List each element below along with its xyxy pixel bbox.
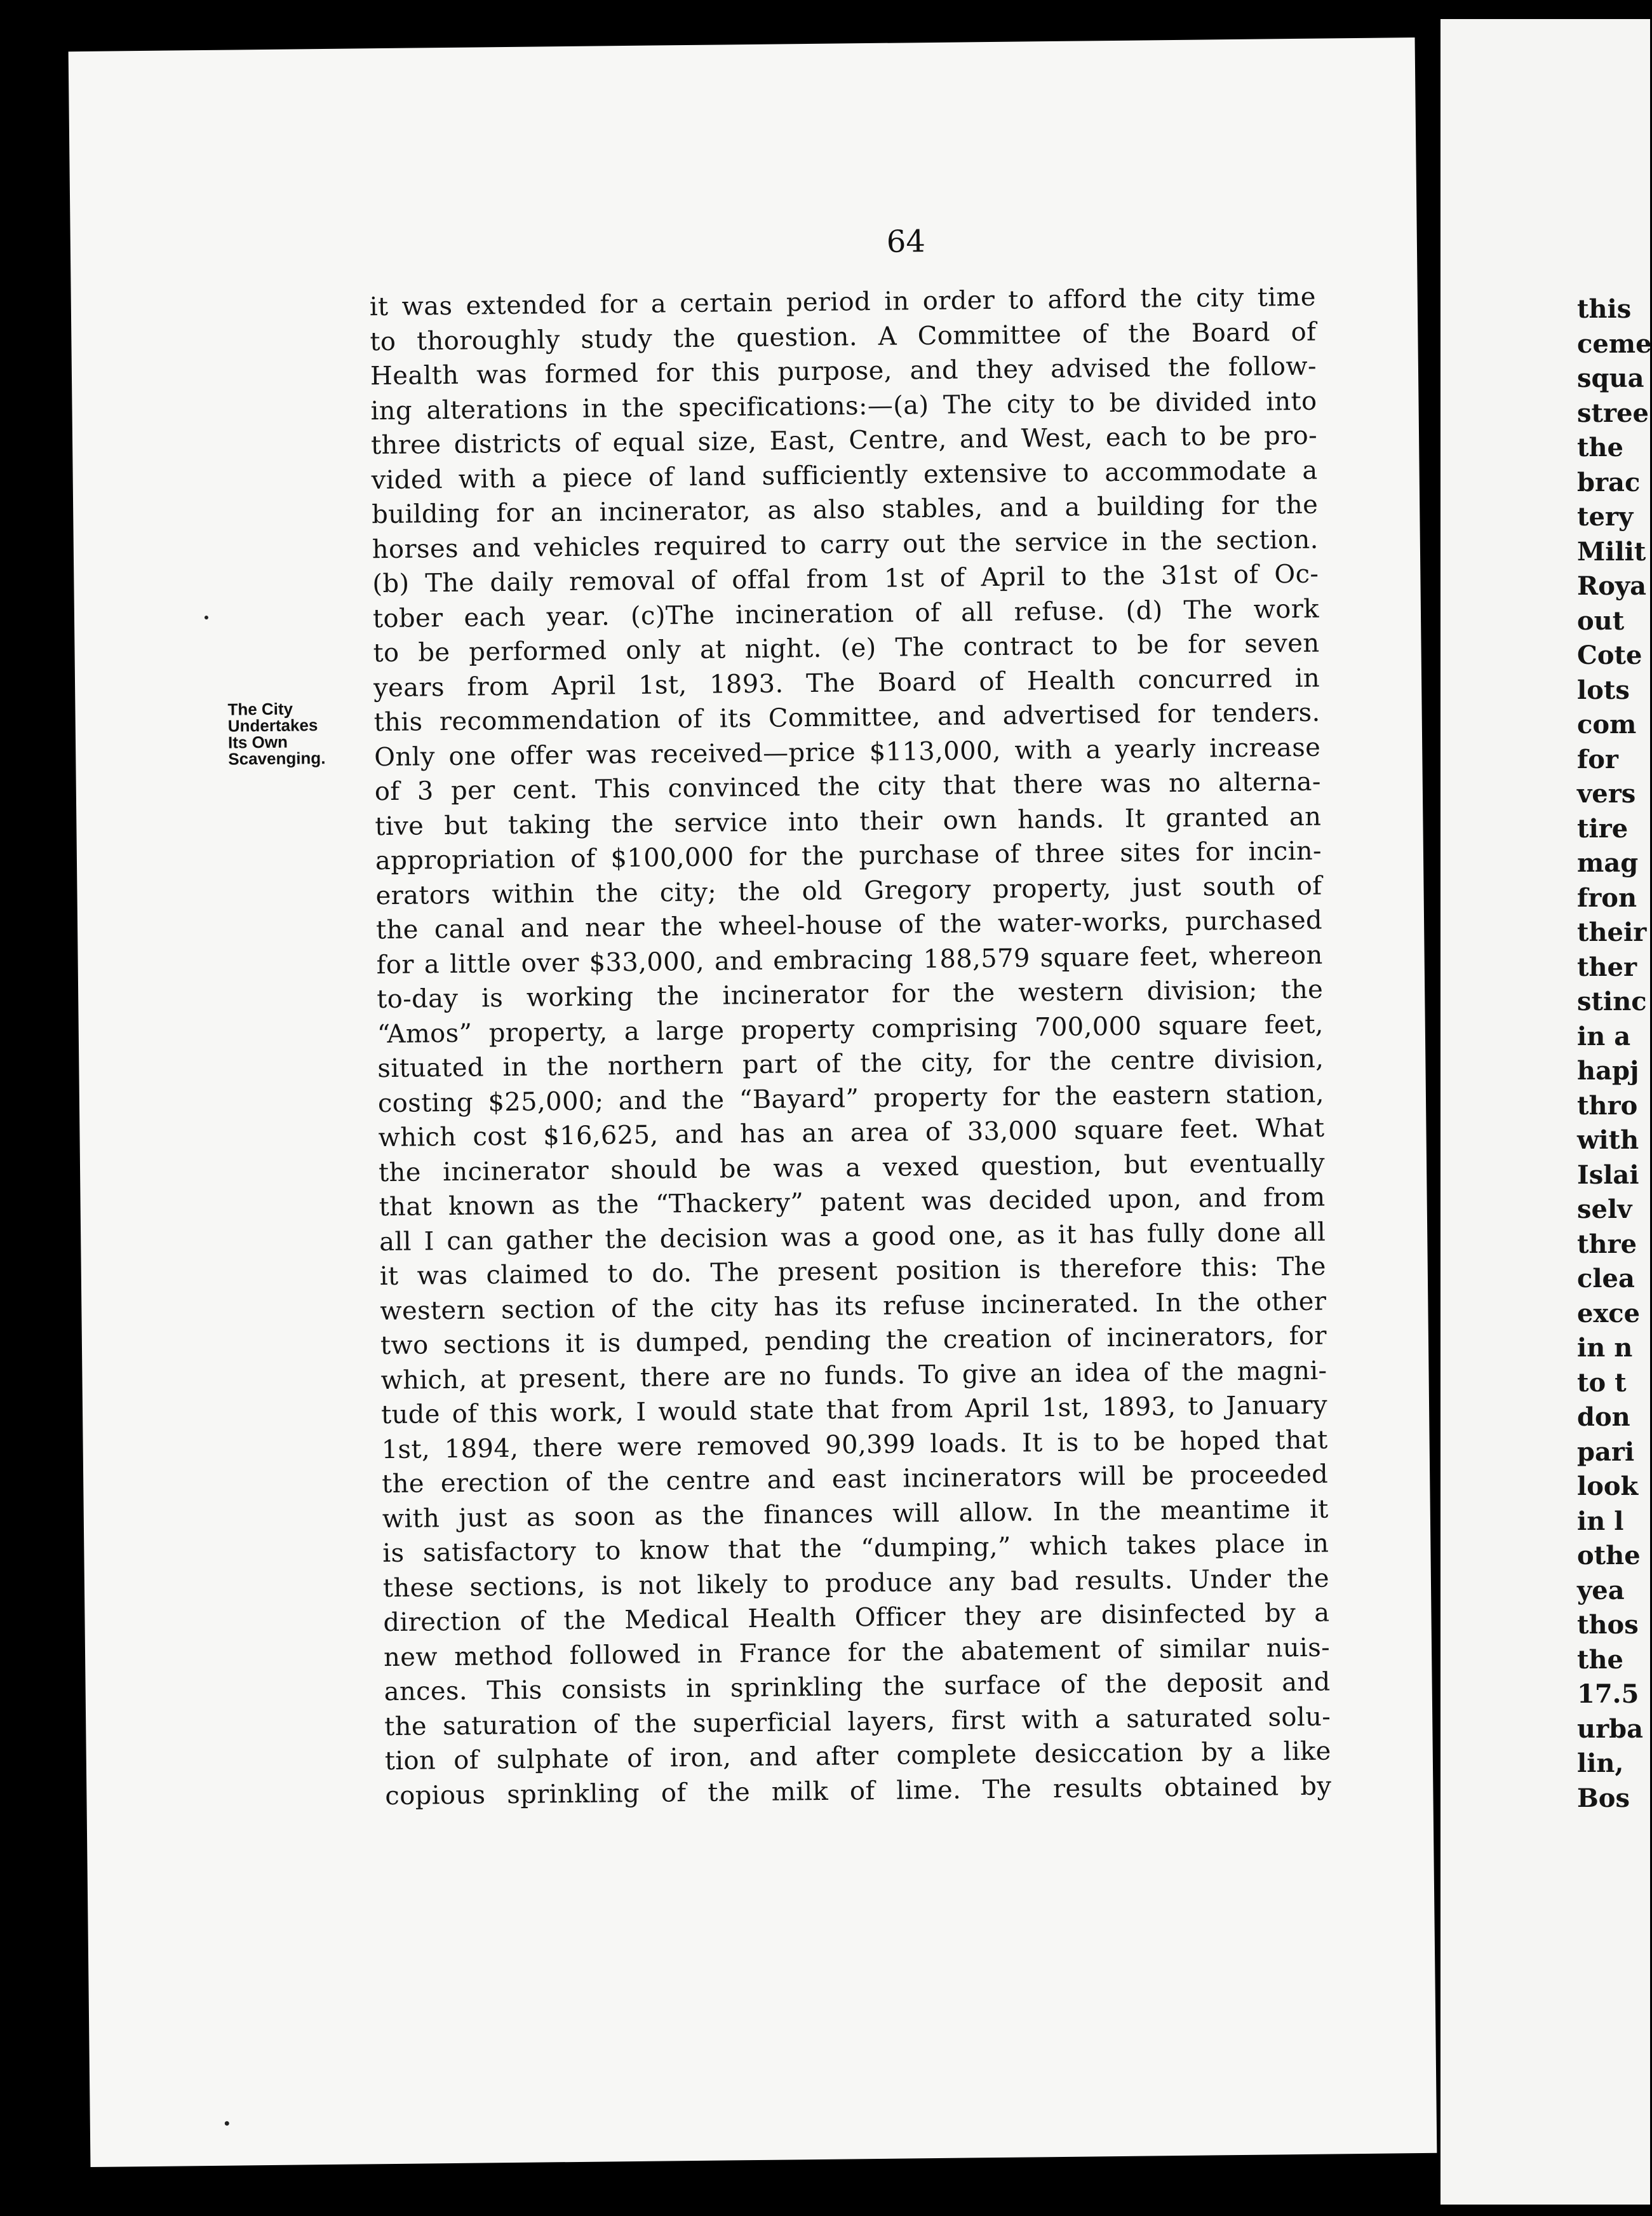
text-line: these sections, is not likely to produce any bad results. Under the [382, 1564, 1330, 1603]
facing-line: thre [1577, 1229, 1637, 1259]
facing-line: vers [1577, 779, 1636, 809]
text-line: this recommendation of its Committee, and advertised for tenders. [373, 698, 1320, 738]
facing-line: for [1577, 744, 1618, 774]
text-line: copious sprinkling of the milk of lime. The results obtained by [385, 1771, 1332, 1811]
facing-line: othe [1577, 1541, 1641, 1571]
facing-line: com [1577, 710, 1637, 740]
facing-line: Cote [1577, 640, 1642, 670]
text-line: it was claimed to do. The present position is therefore this: The [379, 1252, 1326, 1292]
text-line: for a little over $33,000, and embracing 188,579 square feet, whereon [376, 940, 1323, 980]
facing-line: urba [1577, 1713, 1644, 1744]
facing-line: Milit [1577, 536, 1646, 567]
text-line: vided with a piece of land sufficiently extensive to accommodate a [371, 456, 1318, 495]
text-line: the erection of the centre and east incinerators will be proceeded [382, 1459, 1329, 1499]
facing-line: thos [1577, 1610, 1639, 1640]
text-line: erators within the city; the old Gregory property, just south of [375, 871, 1322, 910]
facing-line: Roya [1577, 571, 1647, 601]
facing-line: hapj [1577, 1056, 1639, 1086]
facing-line: fron [1577, 882, 1637, 913]
text-line: tive but taking the service into their own hands. It granted an [375, 802, 1322, 841]
text-line: Only one offer was received—price $113,000, with a yearly increase [374, 733, 1321, 772]
facing-line: squa [1577, 363, 1644, 393]
text-line: tober each year. (c)The incineration of all refuse. (d) The work [372, 594, 1320, 633]
facing-line: Bos [1577, 1783, 1630, 1813]
text-line: (b) The daily removal of offal from 1st of April to the 31st of Oc- [372, 559, 1319, 599]
facing-line: Islai [1577, 1159, 1639, 1190]
body-text [370, 280, 1332, 1813]
text-line: the saturation of the superficial layers, first with a saturated solu- [384, 1702, 1331, 1741]
text-line: appropriation of $100,000 for the purchase of three sites for incin- [375, 836, 1322, 876]
facing-line: exce [1577, 1298, 1641, 1328]
margin-note-line: Undertakes [227, 715, 318, 736]
facing-line: pari [1577, 1436, 1635, 1467]
facing-line: tire [1577, 813, 1628, 844]
facing-line: stinc [1577, 987, 1647, 1017]
facing-page [1440, 19, 1650, 2205]
text-line: to be performed only at night. (e) The contract to be for seven [373, 628, 1320, 668]
text-line: horses and vehicles required to carry out the service in the section. [372, 525, 1319, 564]
text-line: western section of the city has its refuse incinerated. In the other [380, 1287, 1327, 1326]
margin-note-line: Scavenging. [228, 748, 326, 769]
text-line: Health was formed for this purpose, and they advised the follow- [370, 351, 1317, 391]
speck [225, 2121, 229, 2126]
facing-line: look [1577, 1471, 1639, 1501]
facing-line: their [1577, 917, 1647, 947]
facing-line: tery [1577, 502, 1634, 532]
facing-line: clea [1577, 1264, 1635, 1294]
page-number: 64 [886, 224, 926, 260]
text-line: tude of this work, I would state that from April 1st, 1893, to January [380, 1390, 1328, 1430]
text-line: tion of sulphate of iron, and after complete desiccation by a like [384, 1736, 1331, 1776]
facing-line: ceme [1577, 328, 1652, 359]
facing-line: in a [1577, 1021, 1631, 1051]
text-line: with just as soon as the finances will allow. In the meantime it [382, 1494, 1329, 1534]
facing-line: 17.5 [1577, 1679, 1639, 1709]
facing-line: don [1577, 1402, 1630, 1432]
facing-line: lots [1577, 675, 1630, 705]
facing-line: selv [1577, 1194, 1632, 1224]
text-line: costing $25,000; and the “Bayard” property for the eastern station, [377, 1079, 1325, 1118]
facing-line: with [1577, 1125, 1639, 1155]
facing-line: this [1577, 294, 1632, 324]
margin-note-line: The City [227, 699, 293, 719]
text-line: three districts of equal size, East, Centre, and West, each to be pro- [370, 421, 1318, 461]
text-line: direction of the Medical Health Officer they are disinfected by a [383, 1598, 1330, 1638]
text-line: the incinerator should be was a vexed question, but eventually [378, 1148, 1326, 1187]
text-line: new method followed in France for the abatement of similar nuis- [383, 1633, 1331, 1672]
text-line: ances. This consists in sprinkling the surface of the deposit and [384, 1667, 1331, 1707]
facing-page-text [1577, 292, 1652, 1816]
facing-line: ther [1577, 952, 1637, 982]
text-line: of 3 per cent. This convinced the city that there was no alterna- [374, 767, 1322, 807]
text-line: that known as the “Thackery” patent was decided upon, and from [379, 1182, 1326, 1222]
facing-line: thro [1577, 1090, 1638, 1121]
facing-line: out [1577, 605, 1625, 636]
text-line: which cost $16,625, and has an area of 33,000 square feet. What [378, 1113, 1325, 1153]
margin-note-line: Its Own [227, 732, 288, 752]
text-line: ing alterations in the specifications:—(a) The city to be divided into [370, 386, 1317, 426]
facing-line: lin, [1577, 1748, 1624, 1778]
text-line: building for an incinerator, as also stables, and a building for the [372, 490, 1319, 530]
text-line: two sections it is dumped, pending the creation of incinerators, for [380, 1321, 1327, 1361]
text-line: years from April 1st, 1893. The Board of Health concurred in [373, 663, 1320, 703]
margin-note [227, 700, 349, 767]
text-line: to-day is working the incinerator for the western division; the [377, 975, 1324, 1015]
text-line: to thoroughly study the question. A Committee of the Board of [370, 317, 1317, 356]
facing-line: brac [1577, 467, 1641, 497]
text-line: all I can gather the decision was a good one, as it has fully done all [379, 1217, 1326, 1257]
facing-line: yea [1577, 1575, 1625, 1605]
facing-line: in l [1577, 1506, 1624, 1536]
text-line: the canal and near the wheel-house of the water-works, purchased [375, 905, 1323, 945]
text-line: situated in the northern part of the city, for the centre division, [377, 1044, 1324, 1084]
speck [205, 616, 208, 619]
scanned-page [69, 37, 1437, 2167]
facing-line: to t [1577, 1367, 1627, 1398]
facing-line: the [1577, 433, 1624, 463]
text-line: 1st, 1894, there were removed 90,399 loads. It is to be hoped that [381, 1425, 1328, 1464]
text-line: which, at present, there are no funds. To give an idea of the magni- [380, 1356, 1327, 1395]
facing-line: stree [1577, 398, 1649, 428]
text-line: is satisfactory to know that the “dumping,” which takes place in [382, 1529, 1329, 1569]
facing-line: the [1577, 1644, 1624, 1675]
text-line: “Amos” property, a large property comprising 700,000 square feet, [377, 1010, 1324, 1049]
facing-line: in n [1577, 1333, 1633, 1363]
text-line: it was extended for a certain period in order to afford the city time [369, 282, 1317, 322]
facing-line: mag [1577, 848, 1639, 878]
